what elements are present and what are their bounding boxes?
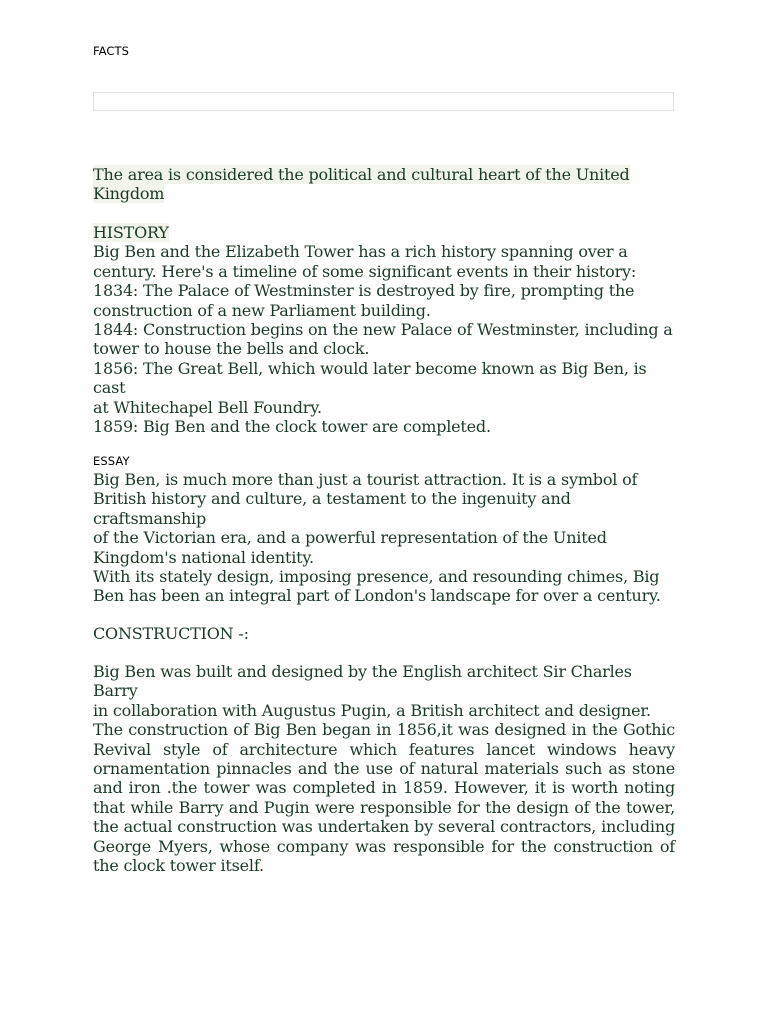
history-line: at Whitechapel Bell Foundry. — [93, 397, 322, 417]
construction-intro-line: in collaboration with Augustus Pugin, a British architect and designer. — [93, 700, 651, 720]
construction-body: The construction of Big Ben began in 1856,it was designed in the Gothic Revival style of architecture which features lancet windows heavy ornamentation pinnacles and the use of natural materials such as stone and iron .the tower was completed in 1859. However, it is worth noting that while Barry and Pugin were responsible for the design of the tower, the actual construction was undertaken by several contractors, including George Myers, whose company was responsible for the construction of the clock tower itself. — [93, 720, 675, 876]
history-heading: HISTORY — [93, 223, 169, 242]
construction-section — [93, 662, 675, 875]
history-line: 1859: Big Ben and the clock tower are completed. — [93, 417, 491, 437]
essay-line: With its stately design, imposing presence, and resounding chimes, Big — [93, 567, 660, 587]
essay-line: of the Victorian era, and a powerful representation of the United — [93, 528, 607, 548]
facts-label: FACTS — [93, 44, 130, 58]
essay-line: British history and culture, a testament to the ingenuity and craftsmanship — [93, 489, 571, 528]
highlight-line: The area is considered the political and cultural heart of the United — [93, 165, 630, 184]
history-line: tower to house the bells and clock. — [93, 339, 370, 359]
highlight-line: Kingdom — [93, 184, 165, 204]
essay-line: Ben has been an integral part of London's landscape for over a century. — [93, 586, 661, 606]
essay-line: Kingdom's national identity. — [93, 547, 314, 567]
essay-line: Big Ben, is much more than just a tourist attraction. It is a symbol of — [93, 470, 638, 489]
history-line: century. Here's a timeline of some significant events in their history: — [93, 261, 637, 281]
highlighted-fact — [93, 165, 675, 204]
empty-text-field[interactable] — [93, 92, 674, 111]
history-line: construction of a new Parliament building. — [93, 300, 431, 320]
essay-label: ESSAY — [93, 454, 130, 468]
construction-intro-line: Big Ben was built and designed by the English architect Sir Charles Barry — [93, 662, 632, 701]
essay-section — [93, 470, 675, 606]
history-line: 1844: Construction begins on the new Palace of Westminster, including a — [93, 320, 673, 340]
construction-heading: CONSTRUCTION -: — [93, 624, 249, 643]
history-section — [93, 223, 675, 436]
history-line: 1834: The Palace of Westminster is destroyed by fire, prompting the — [93, 281, 635, 301]
history-line: 1856: The Great Bell, which would later become known as Big Ben, is cast — [93, 358, 647, 398]
history-line: Big Ben and the Elizabeth Tower has a rich history spanning over a — [93, 242, 628, 262]
